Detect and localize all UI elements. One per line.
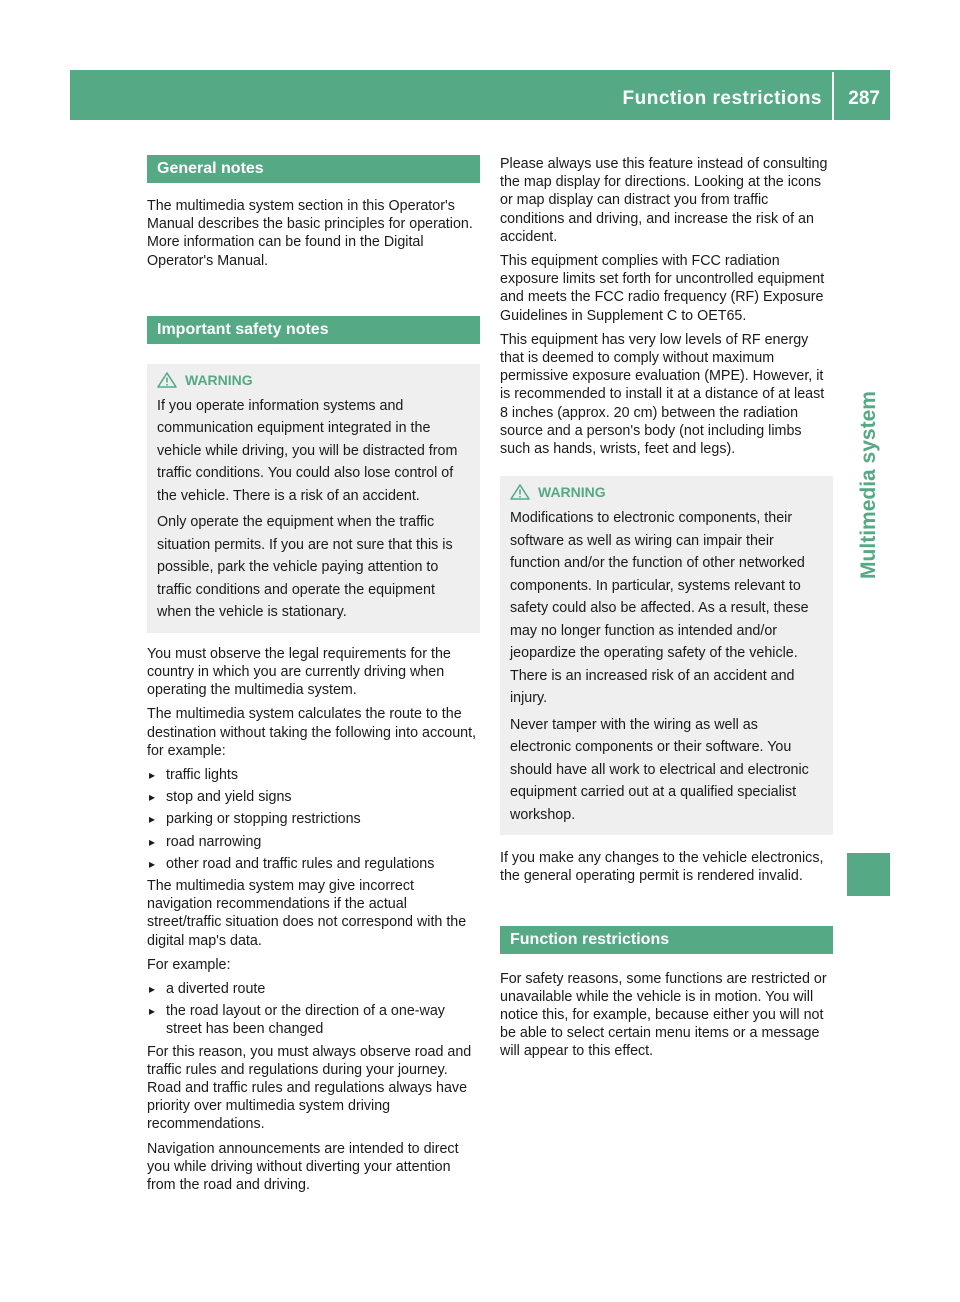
warning-box-distraction	[147, 364, 480, 633]
warning-triangle-icon	[510, 484, 530, 500]
warning-label: WARNING	[185, 371, 253, 388]
warning-label: WARNING	[538, 484, 606, 501]
list-item: ▸ a diverted route	[147, 980, 480, 998]
paragraph-incorrect-navigation: The multimedia system may give incorrect navigation recommendations if the actual street/traffic situation does not correspond with the digital map's data.	[147, 878, 467, 949]
list-item: ▸ stop and yield signs	[147, 788, 480, 806]
list-item: ▸ traffic lights	[147, 766, 480, 784]
list-item: ▸ road narrowing	[147, 833, 480, 851]
section-heading-safety-notes: Important safety notes	[147, 316, 480, 344]
function-restrictions-text: For safety reasons, some functions are restricted or unavailable while the vehicle is in motion. You will notice this, for example, because either you will not be able to select certain menu items or a message will appear to this effect.	[500, 970, 827, 1060]
warning-box-modifications	[500, 476, 833, 835]
list-item: ▸ the road layout or the direction of a one-way street has been changed	[147, 1002, 480, 1038]
page-title: Function restrictions	[622, 88, 822, 109]
page-number: 287	[848, 88, 880, 109]
paragraph-route-calculation: The multimedia system calculates the route to the destination without taking the following into account, for example:	[147, 706, 477, 759]
side-chapter-tab	[847, 120, 890, 850]
left-column	[147, 155, 480, 1200]
header-divider	[832, 72, 834, 120]
warning-text: If you operate information systems and communication equipment integrated in the vehicle while driving, you will be distracted from traffic conditions. You could also lose control of the vehicle. There is a risk of an accident.	[157, 397, 458, 504]
warning-header	[510, 483, 823, 501]
section-heading-general-notes: General notes	[147, 155, 480, 183]
warning-text: Modifications to electronic components, their software as well as wiring can impair their function and/or the function of other networked components. In particular, systems relevant to safety could also be affected. As a result, these may no longer function as intended and/or jeopardize the operating safety of the vehicle. There is an increased risk of an accident and injury.	[510, 510, 809, 707]
warning-text: Never tamper with the wiring as well as electronic components or their software. You should have all work to electrical and electronic equipment carried out at a qualified specialist workshop.	[510, 716, 809, 823]
header-bar	[70, 70, 890, 120]
paragraph-for-example: For example:	[147, 956, 231, 973]
paragraph-fcc-compliance: This equipment complies with FCC radiation exposure limits set forth for uncontrolled equipment and meets the FCC radio frequency (RF) Exposure Guidelines in Supplement C to OET65.	[500, 253, 825, 324]
route-exceptions-list	[147, 766, 480, 873]
right-column	[500, 155, 833, 1067]
paragraph-rf-energy: This equipment has very low levels of RF energy that is deemed to comply without maximum permissive exposure evaluation (MPE). However, it is recommended to install it at a distance of at least 8 inches (approx. 20 cm) between the radiation source and a person's body (not including limbs such as hands, wrists, feet and legs).	[500, 331, 825, 458]
warning-text: Only operate the equipment when the traffic situation permits. If you are not sure that this is possible, park the vehicle paying attention to traffic conditions and operate the equipment when the vehicle is stationary.	[157, 514, 453, 621]
section-heading-function-restrictions: Function restrictions	[500, 926, 833, 954]
list-item: ▸ parking or stopping restrictions	[147, 810, 480, 828]
example-list	[147, 980, 480, 1039]
warning-triangle-icon	[157, 372, 177, 388]
side-chapter-marker	[847, 853, 890, 896]
general-notes-text: The multimedia system section in this Operator's Manual describes the basic principles for operation. More information can be found in the Digital Operator's Manual.	[147, 198, 473, 269]
list-item: ▸ other road and traffic rules and regulations	[147, 855, 480, 873]
paragraph-legal-requirements: You must observe the legal requirements for the country in which you are currently driving when operating the multimedia system.	[147, 645, 451, 699]
paragraph-observe-rules: For this reason, you must always observe road and traffic rules and regulations during your journey. Road and traffic rules and regulations always have priority over multimedia system driving recommendations.	[147, 1043, 472, 1133]
paragraph-use-feature: Please always use this feature instead of consulting the map display for directions. Looking at the icons or map display can distract you from traffic conditions and driving, and increase the risk of an accident.	[500, 156, 828, 245]
paragraph-navigation-announcements: Navigation announcements are intended to direct you while driving without diverting your attention from the road and driving.	[147, 1140, 459, 1194]
side-chapter-label: Multimedia system	[856, 391, 880, 579]
warning-header	[157, 371, 470, 389]
paragraph-vehicle-changes: If you make any changes to the vehicle electronics, the general operating permit is rendered invalid.	[500, 850, 824, 885]
